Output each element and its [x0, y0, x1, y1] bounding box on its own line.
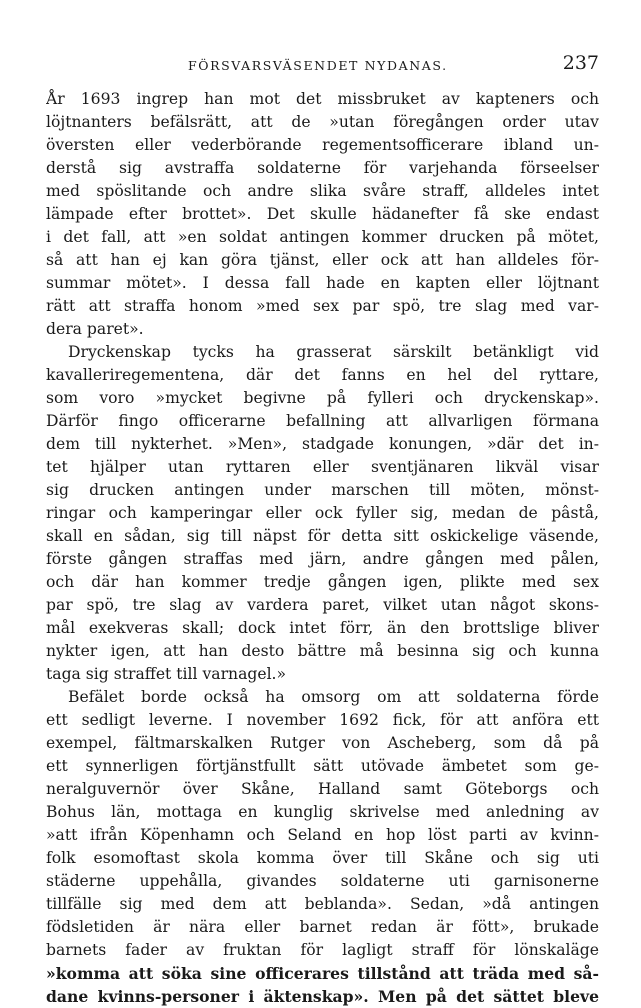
text-line: sig drucken antingen under marschen till möten, mönst- [46, 481, 599, 499]
text-line: tillfälle sig med dem att beblanda». Sedan, »då antingen [46, 895, 599, 913]
text-line: ringar och kamperingar eller ock fyller sig, medan de pâstå, [46, 504, 599, 522]
text-line: lämpade efter brottet». Det skulle hädanefter få ske endast [46, 205, 599, 223]
text-line: rätt att straffa honom »med sex par spö, tre slag med var- [46, 297, 599, 315]
text-line: löjtnanters befälsrätt, att de »utan föregången order utav [46, 113, 599, 131]
text-line: taga sig straffet till varnagel.» [46, 665, 287, 683]
text-line: tet hjälper utan ryttaren eller sventjänaren likväl visar [46, 458, 599, 476]
text-line: »att ifrån Köpenhamn och Seland en hop löst parti av kvinn- [46, 826, 599, 844]
paragraph [46, 686, 599, 1008]
text-line: så att han ej kan göra tjänst, eller ock att han alldeles för- [46, 251, 599, 269]
text-line: i det fall, att »en soldat antingen kommer drucken på mötet, [46, 228, 599, 246]
text-line: Därför fingo officerarne befallning att allvarligen förmana [46, 412, 599, 430]
text-line: nykter igen, att han desto bättre må besinna sig och kunna [46, 642, 599, 660]
text-line: kavalleriregementena, där det fanns en hel del ryttare, [46, 366, 599, 384]
text-line: dem till nykterhet. »Men», stadgade konungen, »där det in- [46, 435, 599, 453]
paragraph [46, 341, 599, 686]
text-line: År 1693 ingrep han mot det missbruket av kapteners och [46, 90, 599, 108]
text-line: neralguvernör över Skåne, Halland samt Göteborgs och [46, 780, 599, 798]
text-line: derstå sig avstraffa soldaterne för varjehanda förseelser [46, 159, 599, 177]
body-text [46, 88, 599, 1008]
paragraph [46, 88, 599, 341]
text-line: med spöslitande och andre slika svåre straff, alldeles intet [46, 182, 599, 200]
text-line: och där han kommer tredje gången igen, plikte med sex [46, 573, 599, 591]
text-line: dane kvinns-personer i äktenskap». Men på det sättet bleve [46, 987, 599, 1006]
text-line: skall en sådan, sig till näpst för detta sitt oskickelige väsende, [46, 527, 599, 545]
text-line: översten eller vederbörande regementsofficerare ibland un- [46, 136, 599, 154]
text-line: »komma att söka sine officerares tillstånd att träda med så- [46, 964, 599, 983]
running-title: FÖRSVARSVÄSENDET NYDANAS. [188, 58, 448, 73]
text-line: Dryckenskap tycks ha grasserat särskilt betänkligt vid [68, 343, 599, 361]
book-page [46, 52, 599, 1008]
text-line: exempel, fältmarskalken Rutger von Ascheberg, som då på [46, 734, 599, 752]
text-line: ett sedligt leverne. I november 1692 fick, för att anföra ett [46, 711, 599, 729]
text-line: folk esomoftast skola komma över till Skåne och sig uti [46, 849, 599, 867]
text-line: förste gången straffas med järn, andre gången med pålen, [46, 550, 599, 568]
text-line: som voro »mycket begivne på fylleri och dryckenskap». [46, 389, 599, 407]
text-line: födsletiden är nära eller barnet redan är fött», brukade [46, 918, 599, 936]
text-line: städerne uppehålla, givandes soldaterne uti garnisonerne [46, 872, 599, 890]
page-number: 237 [562, 52, 599, 74]
text-line: par spö, tre slag av vardera paret, vilket utan något skons- [46, 596, 599, 614]
text-line: summar mötet». I dessa fall hade en kapten eller löjtnant [46, 274, 599, 292]
text-line: Befälet borde också ha omsorg om att soldaterna förde [68, 688, 599, 706]
page-header [46, 52, 599, 78]
text-line: barnets fader av fruktan för lagligt straff för lönskaläge [46, 941, 599, 959]
text-line: Bohus län, mottaga en kunglig skrivelse med anledning av [46, 803, 599, 821]
text-line: mål exekveras skall; dock intet förr, än den brottslige bliver [46, 619, 599, 637]
text-line: ett synnerligen förtjänstfullt sätt utövade ämbetet som ge- [46, 757, 599, 775]
text-line: dera paret». [46, 320, 144, 338]
